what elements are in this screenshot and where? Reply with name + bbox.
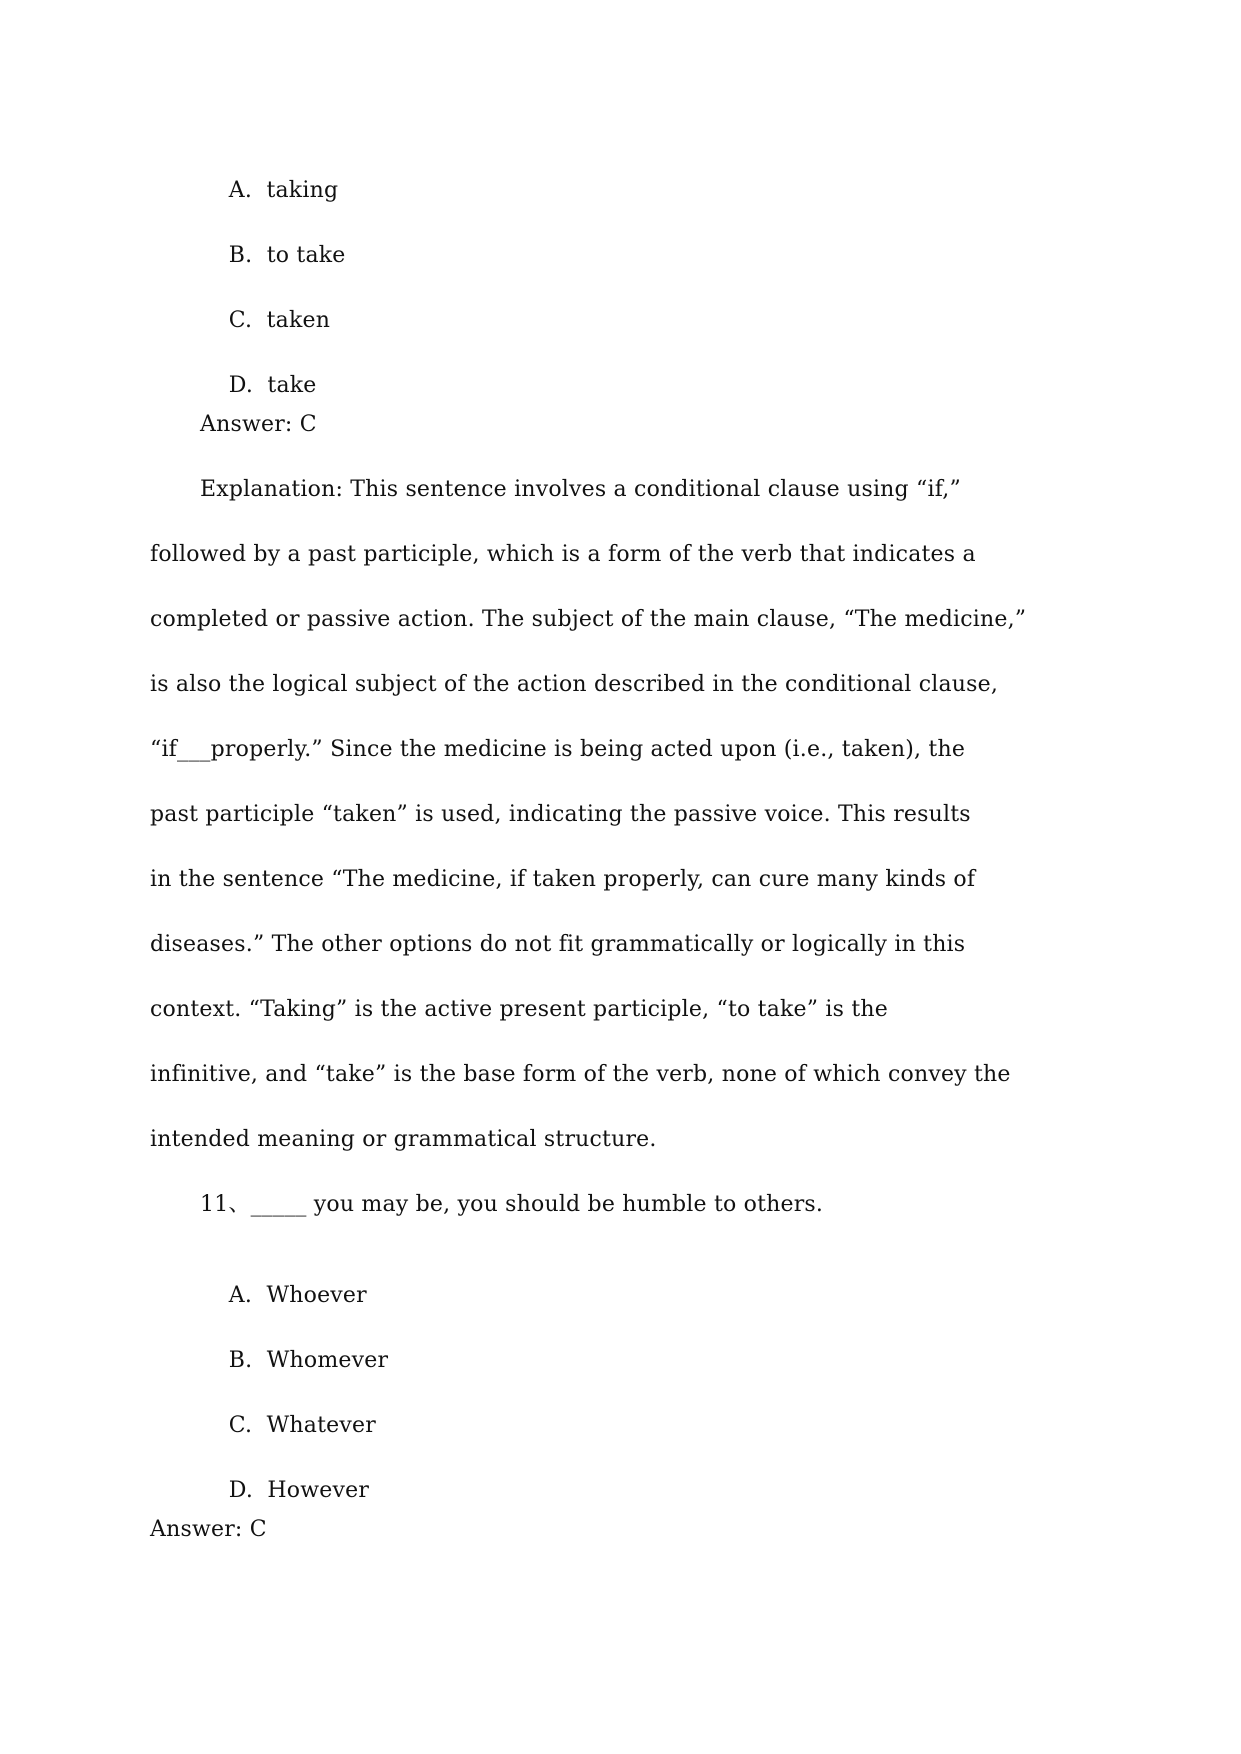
option-letter: D. — [228, 1478, 254, 1503]
explanation-line: is also the logical subject of the action described in the conditional clause, — [150, 672, 999, 697]
option-letter: C. — [228, 1413, 253, 1438]
explanation-line: completed or passive action. The subject of the main clause, “The medicine,” — [150, 607, 1027, 632]
option-text: taking — [266, 178, 339, 203]
explanation-line: followed by a past participle, which is a form of the verb that indicates a — [150, 542, 976, 567]
option-text: Whatever — [266, 1413, 376, 1438]
explanation-line: past participle “taken” is used, indicating the passive voice. This results — [150, 802, 971, 827]
option-text: Whomever — [266, 1348, 389, 1373]
answer-q10: Answer: C — [200, 412, 317, 437]
option-text: take — [267, 373, 317, 398]
explanation-line: infinitive, and “take” is the base form of the verb, none of which convey the — [150, 1062, 1011, 1087]
option-letter: A. — [228, 1283, 253, 1308]
option-text: However — [267, 1478, 370, 1503]
explanation-line: “if___properly.” Since the medicine is being acted upon (i.e., taken), the — [150, 737, 966, 762]
explanation-line: intended meaning or grammatical structure. — [150, 1127, 657, 1152]
question-11-stem: 11、_____ you may be, you should be humble to others. — [200, 1192, 824, 1217]
option-letter: C. — [228, 308, 253, 333]
option-letter: B. — [228, 243, 253, 268]
option-letter: A. — [228, 178, 253, 203]
option-letter: D. — [228, 373, 254, 398]
option-letter: B. — [228, 1348, 253, 1373]
explanation-line: in the sentence “The medicine, if taken properly, can cure many kinds of — [150, 867, 976, 892]
option-text: Whoever — [266, 1283, 367, 1308]
explanation-line: diseases.” The other options do not fit grammatically or logically in this — [150, 932, 966, 957]
option-text: taken — [266, 308, 331, 333]
explanation-line: context. “Taking” is the active present participle, “to take” is the — [150, 997, 888, 1022]
answer-q11: Answer: C — [150, 1517, 267, 1542]
option-text: to take — [266, 243, 346, 268]
explanation-line: Explanation: This sentence involves a conditional clause using “if,” — [200, 477, 961, 502]
